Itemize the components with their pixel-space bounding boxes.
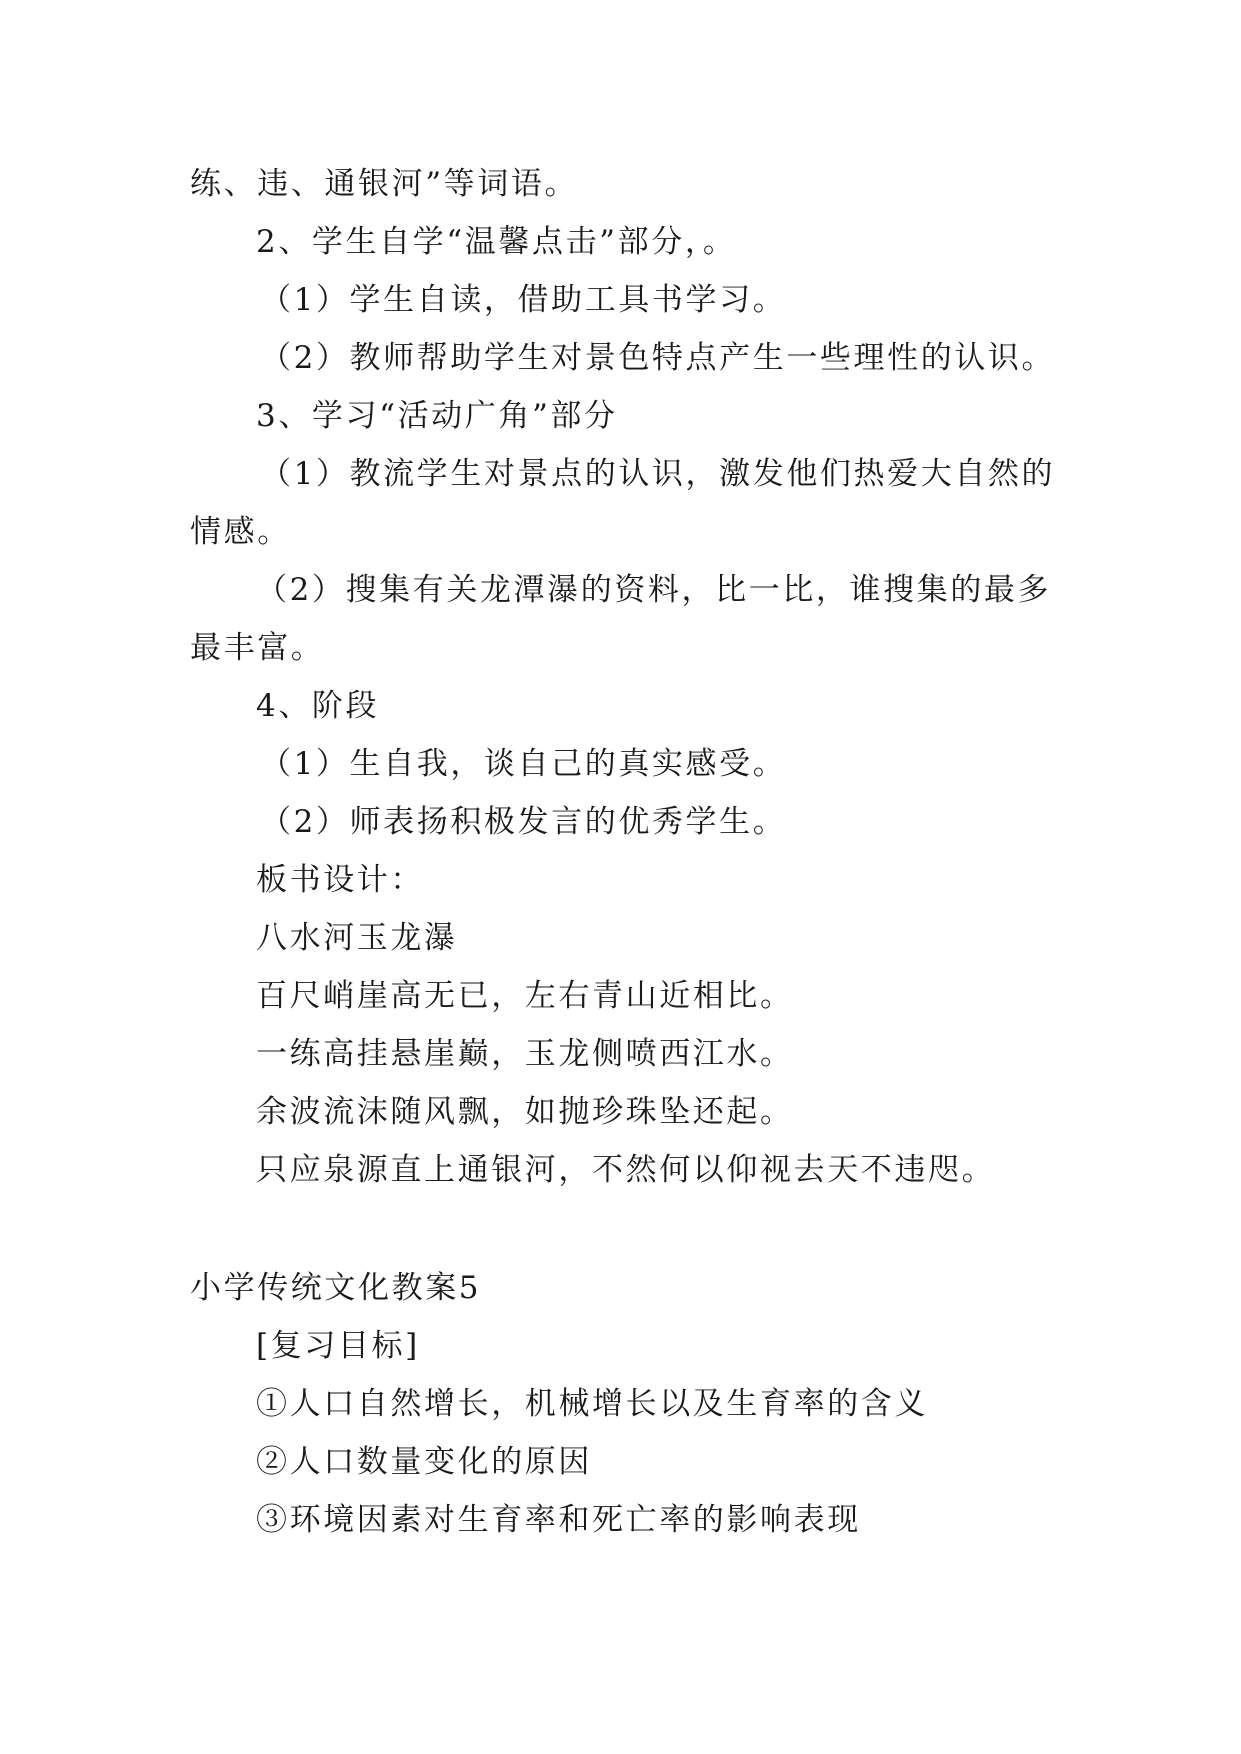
text-line: （1）教流学生对景点的认识，激发他们热爱大自然的 xyxy=(260,456,1056,492)
text-line: （2）师表扬积极发言的优秀学生。 xyxy=(260,804,787,840)
text-line: ③环境因素对生育率和死亡率的影响表现 xyxy=(256,1502,861,1538)
text-line: 最丰富。 xyxy=(190,630,325,666)
text-line: 3、学习“活动广角”部分 xyxy=(256,398,618,434)
text-line: ②人口数量变化的原因 xyxy=(256,1444,592,1480)
text-line: 练、违、通银河”等词语。 xyxy=(190,166,579,202)
text-line: 八水河玉龙瀑 xyxy=(256,920,458,956)
text-line: [复习目标] xyxy=(256,1328,420,1364)
text-line: （1）生自我，谈自己的真实感受。 xyxy=(260,746,787,782)
text-line: （1）学生自读，借助工具书学习。 xyxy=(260,282,787,318)
text-line: 情感。 xyxy=(190,514,291,550)
text-line: ①人口自然增长，机械增长以及生育率的含义 xyxy=(256,1386,928,1422)
text-line: 百尺峭崖高无已，左右青山近相比。 xyxy=(256,978,794,1014)
text-line: 余波流沫随风飘，如抛珍珠坠还起。 xyxy=(256,1094,794,1130)
text-line: 一练高挂悬崖巅，玉龙侧喷西江水。 xyxy=(256,1036,794,1072)
text-line: 只应泉源直上通银河，不然何以仰视去天不违咫。 xyxy=(256,1152,996,1188)
text-line: 板书设计： xyxy=(256,862,424,898)
section-heading: 小学传统文化教案5 xyxy=(190,1270,482,1306)
text-line: （2）教师帮助学生对景色特点产生一些理性的认识。 xyxy=(260,340,1056,376)
text-line: （2）搜集有关龙潭瀑的资料，比一比，谁搜集的最多 xyxy=(256,572,1052,608)
text-line: 4、阶段 xyxy=(256,688,380,724)
text-line: 2、学生自学“温馨点击”部分，。 xyxy=(256,224,737,260)
